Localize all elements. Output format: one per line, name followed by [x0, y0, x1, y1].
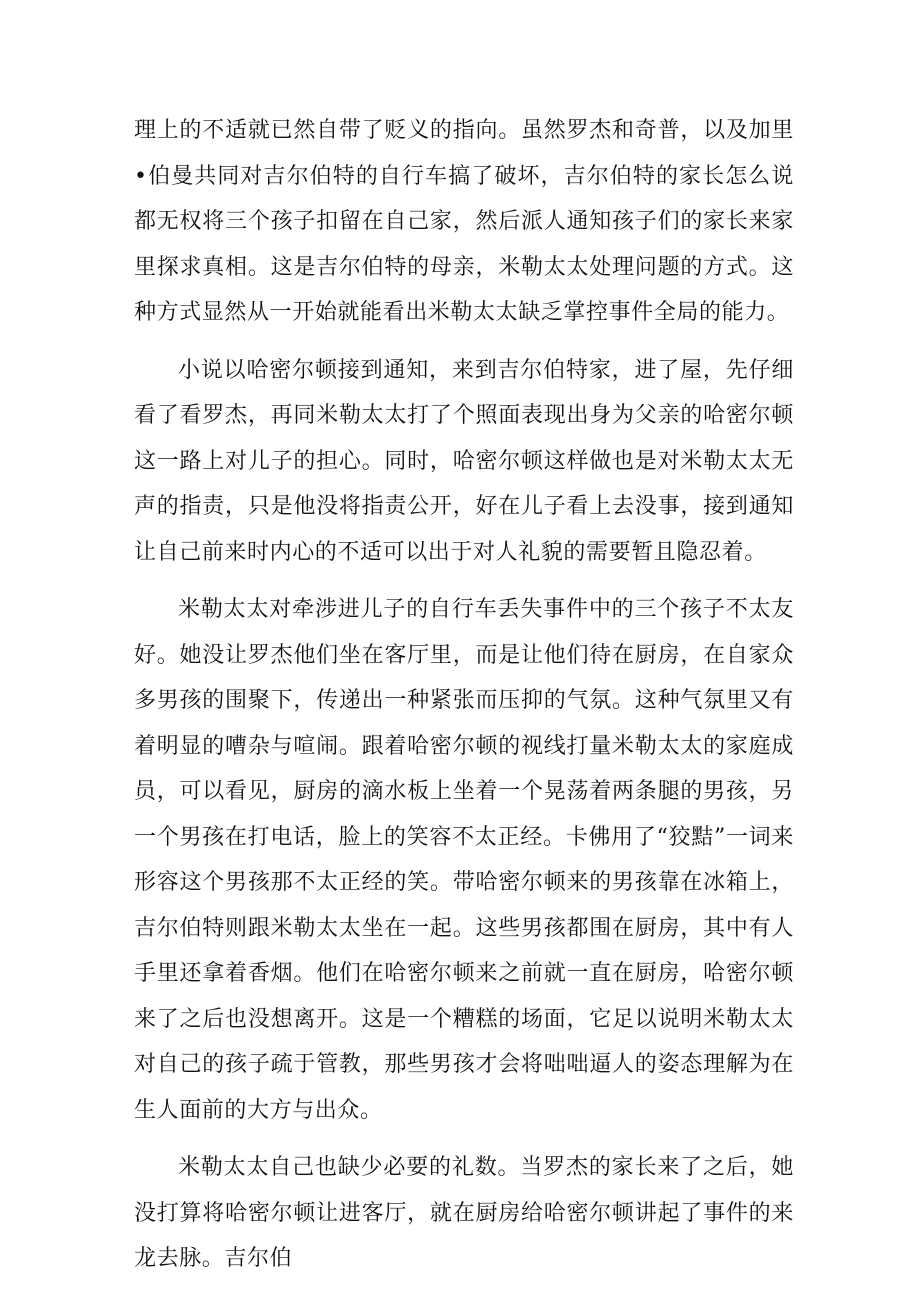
paragraph-3: 米勒太太对牵涉进儿子的自行车丢失事件中的三个孩子不太友好。她没让罗杰他们坐在客厅里，而是让他们待在厨房，在自家众多男孩的围聚下，传递出一种紧张而压抑的气氛。这种气氛里又有着明显的嘈杂与喧闹。跟着哈密尔顿的视线打量米勒太太的家庭成员，可以看见，厨房的滴水板上坐着一个晃荡着两条腿的男孩，另一个男孩在打电话，脸上的笑容不太正经。卡佛用了“狡黠”一词来形容这个男孩那不太正经的笑。带哈密尔顿来的男孩靠在冰箱上，吉尔伯特则跟米勒太太坐在一起。这些男孩都围在厨房，其中有人手里还拿着香烟。他们在哈密尔顿来之前就一直在厨房，哈密尔顿来了之后也没想离开。这是一个糟糕的场面，它足以说明米勒太太对自己的孩子疏于管教，那些男孩才会将咄咄逼人的姿态理解为在生人面前的大方与出众。 — [134, 597, 794, 1123]
document-body — [134, 108, 794, 1294]
paragraph-4: 米勒太太自己也缺少必要的礼数。当罗杰的家长来了之后，她没打算将哈密尔顿让进客厅，就在厨房给哈密尔顿讲起了事件的来龙去脉。吉尔伯 — [134, 1155, 794, 1271]
paragraph-2: 小说以哈密尔顿接到通知，来到吉尔伯特家，进了屋，先仔细看了看罗杰，再同米勒太太打了个照面表现出身为父亲的哈密尔顿这一路上对儿子的担心。同时，哈密尔顿这样做也是对米勒太太无声的指责，只是他没将指责公开，好在儿子看上去没事，接到通知让自己前来时内心的不适可以出于对人礼貌的需要暂且隐忍着。 — [134, 357, 794, 565]
paragraph-1: 理上的不适就已然自带了贬义的指向。虽然罗杰和奇普，以及加里•伯曼共同对吉尔伯特的自行车搞了破坏，吉尔伯特的家长怎么说都无权将三个孩子扣留在自己家，然后派人通知孩子们的家长来家里探求真相。这是吉尔伯特的母亲，米勒太太处理问题的方式。这种方式显然从一开始就能看出米勒太太缺乏掌控事件全局的能力。 — [134, 118, 794, 325]
